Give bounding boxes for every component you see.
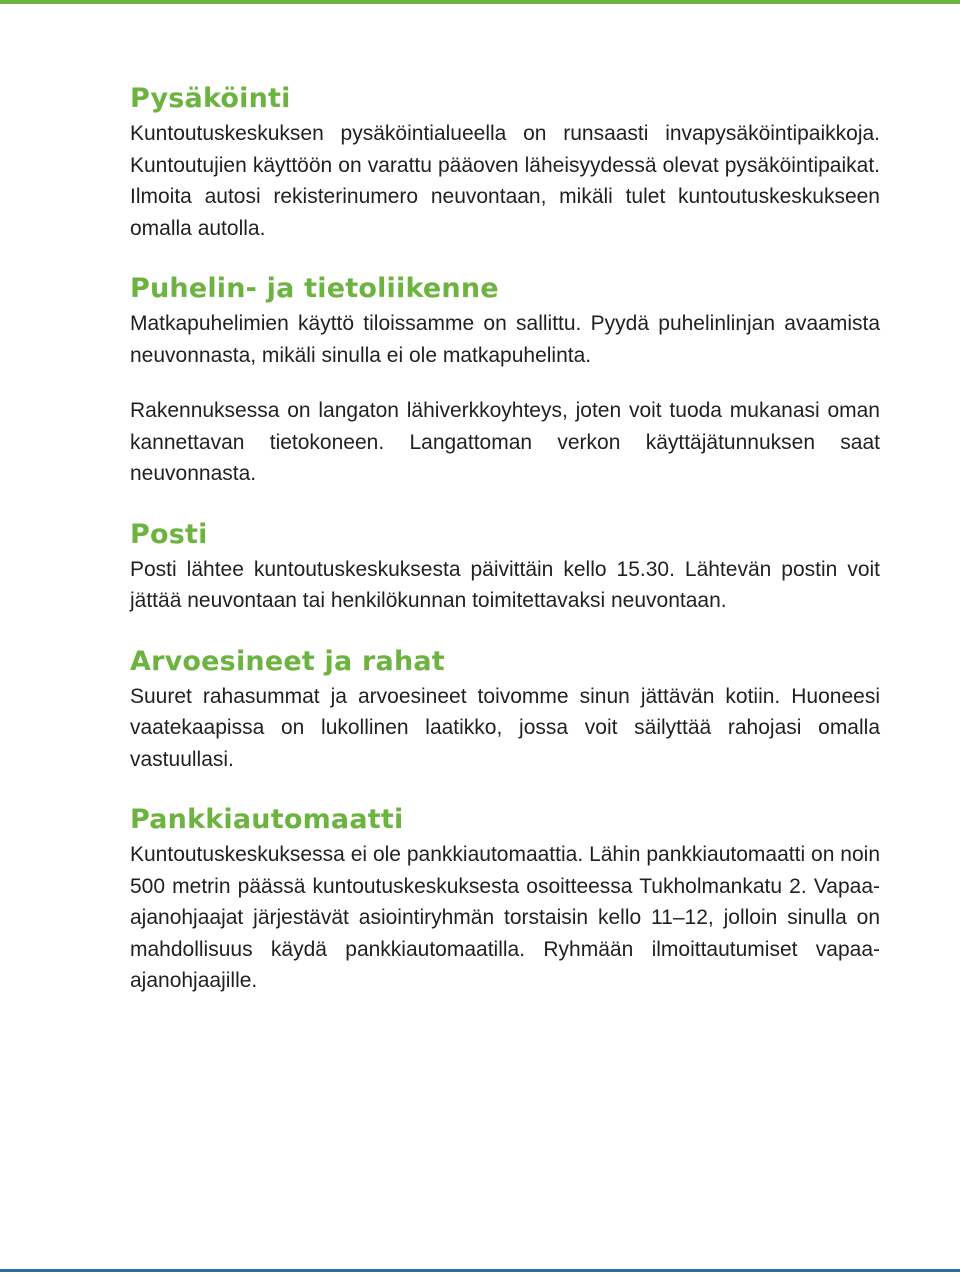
section-heading: Arvoesineet ja rahat — [130, 645, 445, 677]
bottom-rule — [0, 1269, 960, 1272]
top-rule — [0, 0, 960, 4]
section-mail — [130, 516, 880, 617]
section-heading: Pankkiautomaatti — [130, 804, 404, 835]
section-paragraph: Kuntoutuskeskuksen pysäköintialueella on runsaasti invapysäköintipaikkoja. Kuntoutujien käyttöön on varattu pääoven läheisyydessä olevat pysäköintipaikat. Ilmoita autosi rekisterinumero neuvontaan, mikäli tulet kuntoutuskeskukseen omalla autolla. — [130, 122, 880, 240]
section-paragraph: Posti lähtee kuntoutuskeskuksesta päivittäin kello 15.30. Lähtevän postin voit jättää neuvontaan tai henkilökunnan toimitettavaksi neuvontaan. — [130, 557, 880, 612]
section-valuables — [130, 643, 880, 776]
section-heading: Puhelin- ja tietoliikenne — [130, 273, 499, 304]
section-parking — [130, 80, 880, 244]
section-paragraph: Suuret rahasummat ja arvoesineet toivomme sinun jättävän kotiin. Huoneesi vaatekaapissa on lukollinen laatikko, jossa voit säilyttää rahojasi omalla vastuullasi. — [130, 684, 880, 771]
section-phone-data — [130, 270, 880, 490]
section-paragraph: Kuntoutuskeskuksessa ei ole pankkiautomaattia. Lähin pankkiautomaatti on noin 500 metrin päässä kuntoutuskeskuksesta osoitteessa Tukholmankatu 2. Vapaa-ajanohjaajat järjestävät asiointiryhmän torstaisin kello 11–12, jolloin sinulla on mahdollisuus käydä pankkiautomaatilla. Ryhmään ilmoittautumiset vapaa-ajanohjaajille. — [130, 843, 880, 992]
document-body — [130, 80, 880, 997]
section-paragraph: Rakennuksessa on langaton lähiverkkoyhteys, joten voit tuoda mukanasi oman kannettavan tietokoneen. Langattoman verkon käyttäjätunnuksen saat neuvonnasta. — [130, 399, 880, 485]
section-paragraph: Matkapuhelimien käyttö tiloissamme on sallittu. Pyydä puhelinlinjan avaamista neuvonnasta, mikäli sinulla ei ole matkapuhelinta. — [130, 312, 880, 367]
section-atm — [130, 801, 880, 997]
section-heading: Pysäköinti — [130, 83, 291, 114]
section-heading: Posti — [130, 518, 208, 550]
